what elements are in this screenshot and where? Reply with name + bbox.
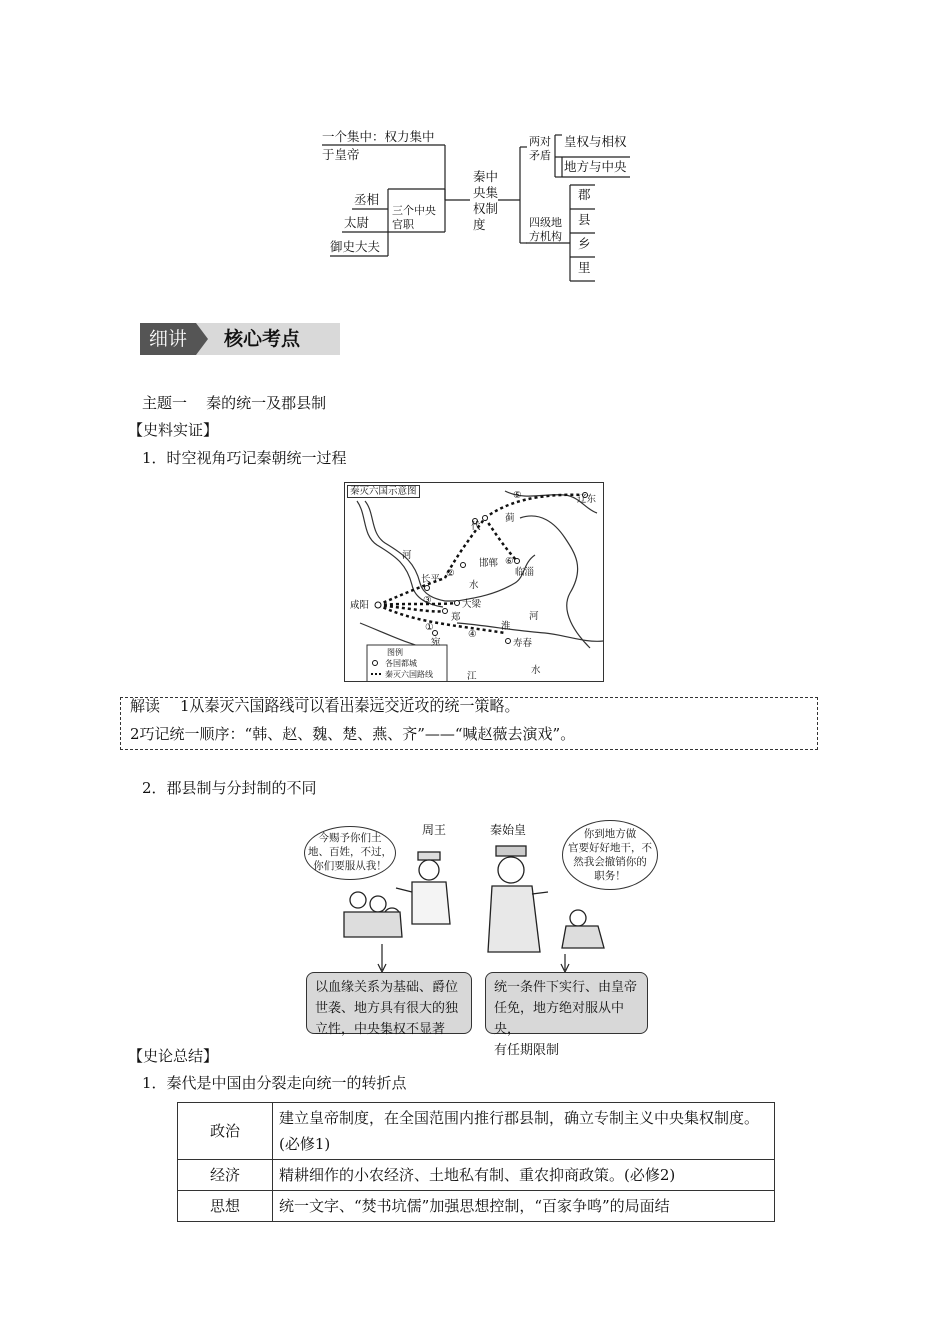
diagram-local-1: 四级地 xyxy=(529,216,562,229)
map-route-3: ③ xyxy=(423,595,432,606)
diagram-local-2: 方机构 xyxy=(529,230,562,243)
diagram-conflict-item-2: 地方与中央 xyxy=(564,159,627,174)
map-route-1: ① xyxy=(425,622,434,633)
label-zhou-king: 周王 xyxy=(422,823,447,837)
map-route-4: ④ xyxy=(468,629,477,640)
section-header-title: 核心考点 xyxy=(224,328,301,350)
bubble-qin-line2: 官要好好地干，不 xyxy=(568,842,652,854)
item-3-title: 1．秦代是中国由分裂走向统一的转折点 xyxy=(142,1074,407,1092)
box-enfeoffment-line2: 世袭、地方具有很大的独 xyxy=(315,1001,459,1016)
map-river-shui-1: 水 xyxy=(469,580,479,591)
map-place-wan: 宛 xyxy=(431,637,441,648)
section-header-arrow xyxy=(196,323,208,355)
speech-bubble-zhou xyxy=(304,826,396,880)
map-place-handan: 邯郸 xyxy=(479,558,499,569)
map-legend-capital: 各国都城 xyxy=(385,659,417,668)
note-line-1: 1从秦灭六国路线可以看出秦远交近攻的统一策略。 xyxy=(180,697,520,715)
table-row xyxy=(178,1160,775,1191)
box-prefecture-line1: 统一条件下实行、由皇帝 xyxy=(494,980,638,995)
map-legend-route: 秦灭六国路线 xyxy=(385,670,433,679)
table-row-head: 政治 xyxy=(178,1103,273,1160)
map-route-2: ② xyxy=(446,568,455,579)
cartoon-illustration xyxy=(300,812,660,1058)
map-title: 秦灭六国示意图 xyxy=(347,485,420,498)
table-row-head: 经济 xyxy=(178,1160,273,1191)
box-enfeoffment-line3: 立性，中央集权不显著 xyxy=(315,1022,446,1037)
diagram-conflicts-2: 矛盾 xyxy=(529,149,551,162)
qin-unification-map xyxy=(344,482,604,682)
map-river-shui-2: 水 xyxy=(531,665,541,676)
diagram-center-4: 度 xyxy=(473,217,486,232)
map-place-dai: 代 xyxy=(471,521,481,532)
diagram-conflict-item-1: 皇权与相权 xyxy=(564,134,627,149)
diagram-local-xiang: 乡 xyxy=(578,236,591,251)
map-place-liaodong: 辽东 xyxy=(577,494,597,505)
diagram-centralization-line2: 于皇帝 xyxy=(322,147,360,162)
speech-bubble-qin xyxy=(562,820,658,890)
map-place-linzi: 临淄 xyxy=(515,567,535,578)
evidence-heading: 【史料实证】 xyxy=(128,421,219,439)
structure-diagram xyxy=(320,125,640,285)
diagram-official-chancellor: 丞相 xyxy=(354,192,380,207)
table-row xyxy=(178,1103,775,1160)
map-river-he-1: 河 xyxy=(402,550,412,561)
diagram-conflicts-1: 两对 xyxy=(529,135,551,148)
table-row-content: 建立皇帝制度，在全国范围内推行郡县制，确立专制主义中央集权制度。(必修1) xyxy=(273,1103,775,1160)
diagram-local-li: 里 xyxy=(578,260,591,275)
summary-table xyxy=(177,1102,775,1222)
section-header xyxy=(140,323,340,355)
map-place-shouchun: 寿春 xyxy=(513,638,533,649)
bubble-qin-line1: 你到地方做 xyxy=(583,828,637,840)
note-line-2: 2巧记统一顺序：“韩、赵、魏、楚、燕、齐”——“喊赵薇去演戏”。 xyxy=(130,725,576,743)
theory-heading: 【史论总结】 xyxy=(128,1047,219,1065)
bubble-zhou-line1: 今赐予你们土 xyxy=(318,832,382,844)
item-2-title: 2．郡县制与分封制的不同 xyxy=(142,779,317,797)
diagram-local-xian: 县 xyxy=(578,212,591,227)
bubble-qin-line4: 职务！ xyxy=(594,870,626,882)
diagram-three-officials-2: 官职 xyxy=(392,218,414,231)
table-row-content: 统一文字、“焚书坑儒”加强思想控制，“百家争鸣”的局面结 xyxy=(273,1191,775,1222)
map-place-daliang: 大梁 xyxy=(462,599,482,610)
table-row xyxy=(178,1191,775,1222)
diagram-local-jun: 郡 xyxy=(578,187,591,202)
bubble-zhou-line2: 地、百姓，不过， xyxy=(308,846,392,858)
diagram-center-2: 央集 xyxy=(473,185,499,200)
map-route-5: ⑤ xyxy=(513,490,522,501)
diagram-official-censor: 御史大夫 xyxy=(330,239,381,254)
note-prefix: 解读 xyxy=(130,697,161,715)
map-place-zheng: 郑 xyxy=(451,612,461,623)
bubble-qin-line3: 然我会撤销你的 xyxy=(573,856,647,868)
map-river-jiang: 江 xyxy=(467,671,477,682)
map-place-changping: 长平 xyxy=(421,574,441,585)
box-enfeoffment-line1: 以血缘关系为基础、爵位 xyxy=(315,980,459,995)
table-row-head: 思想 xyxy=(178,1191,273,1222)
bubble-zhou-line3: 你们要服从我！ xyxy=(313,860,387,872)
map-river-he-2: 河 xyxy=(529,611,539,622)
section-header-tag: 细讲 xyxy=(140,323,196,355)
item-1-title: 1．时空视角巧记秦朝统一过程 xyxy=(142,449,347,467)
map-place-ji: 蓟 xyxy=(505,513,515,524)
diagram-three-officials-1: 三个中央 xyxy=(392,204,436,217)
box-enfeoffment xyxy=(306,972,472,1037)
table-row-content: 精耕细作的小农经济、土地私有制、重农抑商政策。(必修2) xyxy=(273,1160,775,1191)
box-prefecture-line3: 有任期限制 xyxy=(494,1043,560,1058)
diagram-centralization-line1: 一个集中：权力集中 xyxy=(322,129,435,144)
diagram-official-taiwei: 太尉 xyxy=(344,215,370,230)
diagram-center-1: 秦中 xyxy=(473,169,499,184)
box-prefecture-county xyxy=(485,972,648,1058)
map-river-huai: 淮 xyxy=(501,621,511,632)
label-qin-emperor: 秦始皇 xyxy=(490,823,527,837)
diagram-center-3: 权制 xyxy=(473,201,499,216)
box-prefecture-line2: 任免，地方绝对服从中央， xyxy=(494,1001,625,1037)
map-route-6: ⑥ xyxy=(505,556,514,567)
map-place-xianyang: 咸阳 xyxy=(350,600,370,611)
map-legend-title: 图例 xyxy=(387,648,403,657)
topic-title: 主题一 秦的统一及郡县制 xyxy=(142,394,327,412)
